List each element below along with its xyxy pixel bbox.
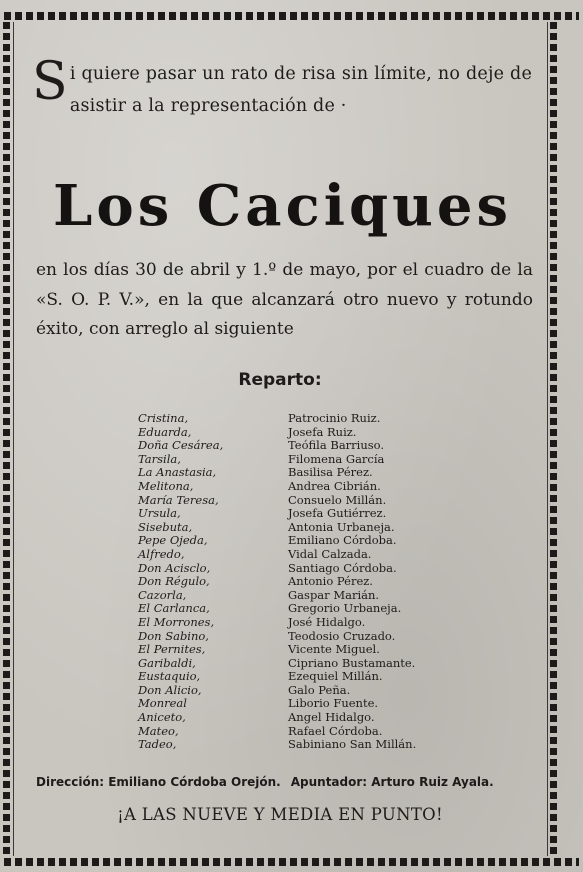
cast-role: Eduarda,: [138, 424, 192, 439]
cast-row: [138, 630, 458, 644]
director-credit: Dirección: Emiliano Córdoba Orejón.: [36, 775, 281, 789]
right-rule: [547, 22, 548, 856]
cast-list: [138, 412, 458, 752]
left-dashed-border: [3, 22, 10, 856]
cast-actor: Rafael Córdoba.: [288, 723, 383, 738]
cast-role: Tadeo,: [138, 737, 177, 752]
credits-line: [36, 775, 536, 789]
cast-role: Pepe Ojeda,: [138, 533, 208, 548]
cast-actor: Emiliano Córdoba.: [288, 533, 397, 548]
cast-role: Doña Cesárea,: [138, 438, 224, 453]
cast-heading: Reparto:: [238, 370, 322, 390]
cast-row: [138, 548, 458, 562]
cast-actor: Josefa Ruiz.: [288, 424, 357, 439]
cast-row: [138, 589, 458, 603]
cast-row: [138, 643, 458, 657]
cast-role: El Morrones,: [138, 614, 215, 629]
cast-actor: Consuelo Millán.: [288, 492, 387, 507]
cast-role: La Anastasia,: [138, 465, 217, 480]
cast-actor: Vicente Miguel.: [288, 642, 380, 657]
cast-actor: Santiago Córdoba.: [288, 560, 397, 575]
cast-row: [138, 412, 458, 426]
cast-row: [138, 521, 458, 535]
cast-role: El Pernites,: [138, 642, 206, 657]
drop-cap: S: [32, 52, 68, 112]
cast-row: [138, 466, 458, 480]
cast-actor: Teófila Barriuso.: [288, 438, 385, 453]
cast-actor: Galo Peña.: [288, 682, 351, 697]
cast-row: [138, 575, 458, 589]
cast-row: [138, 602, 458, 616]
intro-paragraph: [32, 52, 532, 122]
cast-row: [138, 657, 458, 671]
top-dashed-border: [4, 12, 579, 20]
showtime-line: ¡A LAS NUEVE Y MEDIA EN PUNTO!: [117, 805, 443, 824]
cast-actor: Angel Hidalgo.: [288, 710, 375, 725]
cast-actor: Josefa Gutiérrez.: [288, 506, 387, 521]
cast-actor: Cipriano Bustamante.: [288, 655, 416, 670]
cast-row: [138, 684, 458, 698]
right-dashed-border: [550, 22, 557, 856]
cast-row: [138, 534, 458, 548]
cast-row: [138, 507, 458, 521]
cast-role: Aniceto,: [138, 710, 186, 725]
cast-actor: Patrocinio Ruiz.: [288, 411, 381, 425]
cast-row: [138, 426, 458, 440]
cast-role: Cristina,: [138, 411, 189, 425]
cast-actor: Basilisa Pérez.: [288, 465, 373, 480]
cast-role: Don Sabino,: [138, 628, 209, 643]
cast-role: Melitona,: [138, 478, 194, 493]
cast-role: El Carlanca,: [138, 601, 210, 616]
cast-actor: Liborio Fuente.: [288, 696, 379, 711]
cast-actor: Gregorio Urbaneja.: [288, 601, 402, 616]
cast-actor: Andrea Cibrián.: [288, 478, 381, 493]
cast-role: Monreal: [138, 696, 187, 711]
cast-role: Tarsila,: [138, 451, 181, 466]
cast-role: María Teresa,: [138, 492, 219, 507]
left-rule: [13, 22, 14, 856]
cast-actor: Antonia Urbaneja.: [288, 519, 395, 534]
cast-role: Don Alicio,: [138, 682, 202, 697]
cast-row: [138, 480, 458, 494]
cast-role: Mateo,: [138, 723, 179, 738]
cast-row: [138, 439, 458, 453]
cast-role: Alfredo,: [138, 546, 185, 561]
intro-text: i quiere pasar un rato de risa sin límite, no deje de asistir a la representación de ·: [69, 64, 532, 116]
cast-role: Garibaldi,: [138, 655, 196, 670]
cast-actor: Vidal Calzada.: [288, 546, 372, 561]
cast-row: [138, 738, 458, 752]
cast-row: [138, 725, 458, 739]
cast-role: Cazorla,: [138, 587, 187, 602]
cast-actor: Ezequiel Millán.: [288, 669, 383, 684]
cast-actor: Sabiniano San Millán.: [288, 737, 417, 752]
cast-row: [138, 453, 458, 467]
cast-actor: Teodosio Cruzado.: [288, 628, 396, 643]
cast-row: [138, 670, 458, 684]
cast-row: [138, 711, 458, 725]
cast-actor: José Hidalgo.: [288, 614, 366, 629]
play-title: Los Caciques: [52, 173, 512, 239]
cast-actor: Antonio Pérez.: [288, 574, 373, 589]
cast-row: [138, 562, 458, 576]
cast-row: [138, 697, 458, 711]
prompter-credit: Apuntador: Arturo Ruiz Ayala.: [290, 775, 494, 789]
cast-role: Ursula,: [138, 506, 181, 521]
cast-actor: Gaspar Marián.: [288, 587, 380, 602]
cast-row: [138, 616, 458, 630]
cast-row: [138, 494, 458, 508]
cast-role: Eustaquio,: [138, 669, 201, 684]
cast-actor: Filomena García: [288, 451, 385, 466]
dates-paragraph: en los días 30 de abril y 1.º de mayo, por el cuadro de la «S. O. P. V.», en la que alcanzará otro nuevo y rotundo éxito, con arreglo al siguiente: [36, 260, 533, 339]
bottom-dashed-border: [4, 858, 579, 866]
cast-role: Don Acisclo,: [138, 560, 211, 575]
cast-role: Sisebuta,: [138, 519, 193, 534]
cast-role: Don Régulo,: [138, 574, 210, 589]
